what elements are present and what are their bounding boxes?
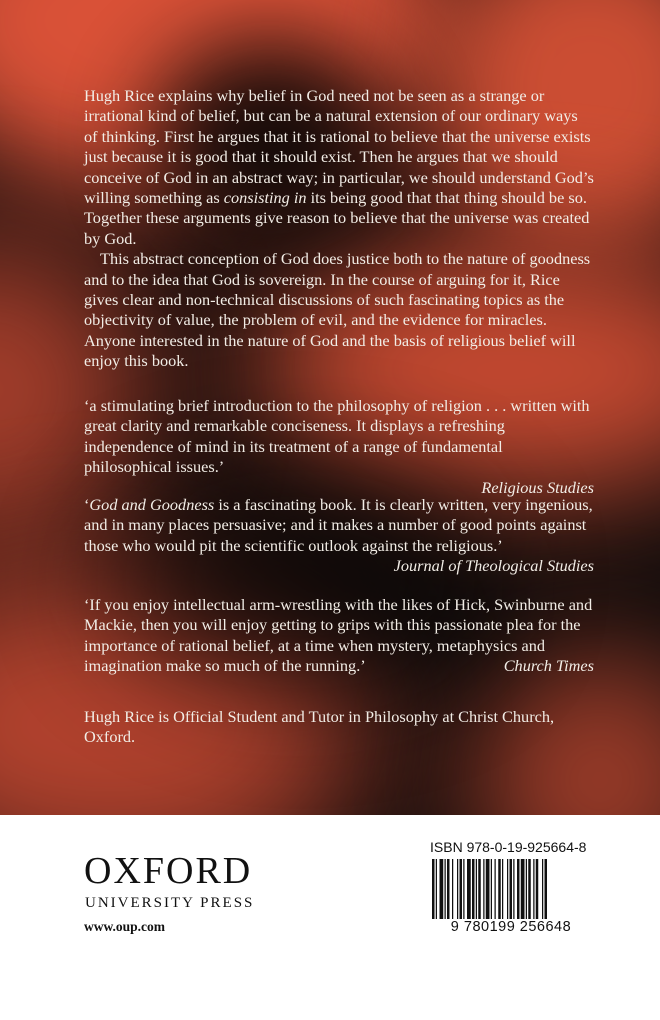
review-quote-3: [84, 595, 594, 677]
review-text: ‘a stimulating brief introduction to the philosophy of religion . . . written with great clarity and remarkable conciseness. It displays a refreshing independence of mind in its treatment of a range of fundamental philosophical issues.’: [84, 396, 590, 477]
review-source: Church Times: [503, 656, 594, 676]
university-press-label: UNIVERSITY PRESS: [85, 895, 255, 911]
review-text: ‘If you enjoy intellectual arm-wrestling with the likes of Hick, Swinburne and Mackie, then you will enjoy getting to grips with this passionate plea for the importance of rational belief, at a time when mystery, metaphysics and imagination make so much of the running.’: [84, 595, 593, 676]
blurb-emphasis: consisting in: [223, 188, 307, 208]
blurb-paragraph-1: Hugh Rice explains why belief in God need not be seen as a strange or irrational kind of belief, but can be a natural extension of our ordinary ways of thinking. First he argues that it is rational to believe that the universe exists just because it is good that it should exist. Then he argues that we should conceive of God in an abstract way; in particular, we should understand God’s willing something as consisting in its being good that that thing should be so. Together these arguments give reason to believe that the universe was created by God.: [84, 86, 594, 248]
review-quote-2: [84, 495, 594, 577]
barcode-number: 9 780199 256648: [430, 919, 592, 935]
publisher-panel: [0, 815, 660, 1020]
website-link[interactable]: www.oup.com: [84, 919, 166, 934]
book-title: God and Goodness: [89, 495, 215, 514]
review-quote-1: [84, 396, 594, 498]
isbn-label: ISBN 978-0-19-925664-8: [430, 839, 587, 855]
review-source: Religious Studies: [481, 477, 594, 497]
book-blurb: [84, 86, 594, 372]
review-text: ‘God and Goodness is a fascinating book. It is clearly written, very ingenious, and in many places persuasive; and it makes a number of good points against those who would pit the scientific outlook against the religious.’: [84, 495, 593, 555]
review-source: Journal of Theological Studies: [393, 556, 594, 576]
author-bio: Hugh Rice is Official Student and Tutor in Philosophy at Christ Church, Oxford.: [84, 707, 555, 747]
oxford-logo: OXFORD: [84, 850, 253, 892]
author-name: Hugh Rice: [84, 707, 155, 726]
blurb-paragraph-2: This abstract conception of God does justice both to the nature of goodness and to the idea that God is sovereign. In the course of arguing for it, Rice gives clear and non-technical discussions of such fascinating topics as the objectivity of value, the problem of evil, and the evidence for miracles. Anyone interested in the nature of God and the basis of religious belief will enjoy this book.: [84, 249, 591, 371]
